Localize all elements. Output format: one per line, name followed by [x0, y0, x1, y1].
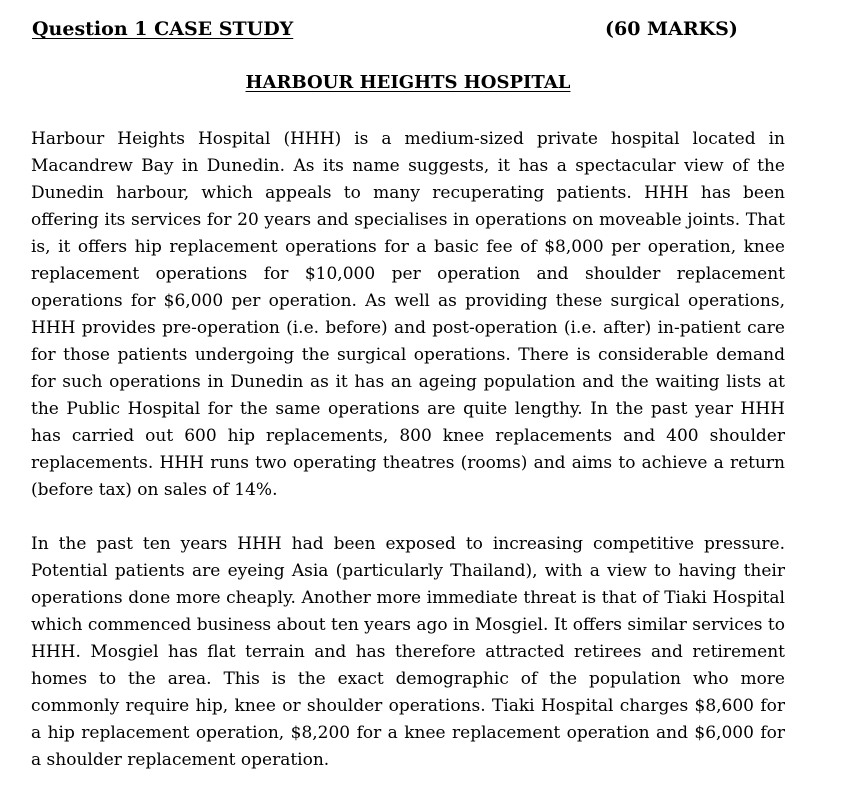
case-title: HARBOUR HEIGHTS HOSPITAL: [245, 72, 571, 93]
question-title: Question 1 CASE STUDY: [32, 18, 294, 40]
case-paragraph-1: Harbour Heights Hospital (HHH) is a medium-sized private hospital located in Macandrew Bay in Dunedin. As its name suggests, it has a spectacular view of the Dunedin harbour, which appeals to many recuperating patients. HHH has been offering its services for 20 years and specialises in operations on moveable joints. That is, it offers hip replacement operations for a basic fee of $8,000 per operation, knee replacement operations for $10,000 per operation and shoulder replacement operations for $6,000 per operation. As well as providing these surgical operations, HHH provides pre-operation (i.e. before) and post-operation (i.e. after) in-patient care for those patients undergoing the surgical operations. There is considerable demand for such operations in Dunedin as it has an ageing population and the waiting lists at the Public Hospital for the same operations are quite lengthy. In the past year HHH has carried out 600 hip replacements, 800 knee replacements and 400 shoulder replacements. HHH runs two operating theatres (rooms) and aims to achieve a return (before tax) on sales of 14%.: [31, 129, 785, 500]
case-paragraph-2: In the past ten years HHH had been exposed to increasing competitive pressure. Potential patients are eyeing Asia (particularly Thailand), with a view to having their operations done more cheaply. Another more immediate threat is that of Tiaki Hospital which commenced business about ten years ago in Mosgiel. It offers similar services to HHH. Mosgiel has flat terrain and has therefore attracted retirees and retirement homes to the area. This is the exact demographic of the population who more commonly require hip, knee or shoulder operations. Tiaki Hospital charges $8,600 for a hip replacement operation, $8,200 for a knee replacement operation and $6,000 for a shoulder replacement operation.: [31, 534, 785, 770]
question-header: [32, 14, 792, 44]
marks-label: (60 MARKS): [605, 18, 738, 40]
